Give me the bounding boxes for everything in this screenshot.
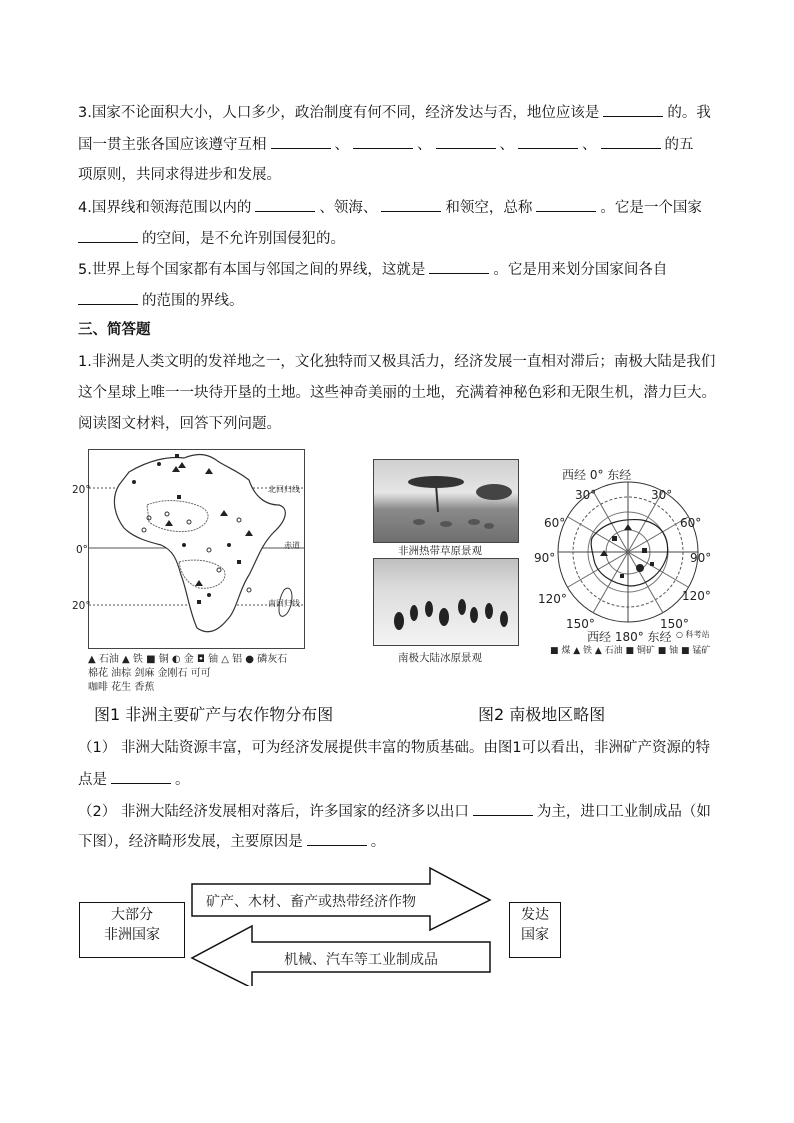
ice-photo: [373, 558, 519, 646]
fig2-top-labels: 西经 0° 东经: [562, 468, 632, 482]
import-label: 机械、汽车等工业制成品: [284, 952, 438, 968]
africa-map: [88, 449, 305, 649]
legend-row: ▲ 石油 ▲ 铁 ■ 铜 ◐ 金 ◘ 铀 △ 铝 ● 磷灰石: [88, 654, 288, 665]
developed-countries-box: [509, 902, 561, 958]
degree-label: 90°: [534, 551, 556, 565]
sub-question-2-line1: （2） 非洲大陆经济发展相对落后，许多国家的经济多以出口 为主，进口工业制成品（如: [78, 801, 711, 822]
fig2-bottom-labels: 西经 180° 东经: [587, 630, 672, 644]
fig1-caption: 图1 非洲主要矿产与农作物分布图: [94, 705, 334, 724]
fig2-caption: 图2 南极地区略图: [478, 705, 606, 724]
q3-line3: 项原则，共同求得进步和发展。: [78, 167, 281, 183]
degree-label: 30°: [575, 488, 597, 502]
degree-label: 90°: [690, 551, 712, 565]
legend-row: 咖啡 花生 香蕉: [88, 682, 155, 693]
lat-label: 20°: [72, 484, 91, 496]
answer-blank[interactable]: [381, 197, 441, 212]
answer-blank[interactable]: [307, 831, 367, 846]
question-text-1: 1.非洲是人类文明的发祥地之一，文化独特而又极具活力，经济发展一直相对滞后；南极大陆是我们: [78, 354, 716, 370]
section-heading: 三、简答题: [78, 322, 151, 338]
question-text-2: 这个星球上唯一一块待开垦的土地。这些神奇美丽的土地，充满着神秘色彩和无限生机，潜力巨大。: [78, 385, 716, 401]
degree-label: 120°: [682, 589, 711, 603]
answer-blank[interactable]: [255, 197, 315, 212]
degree-label: 60°: [544, 516, 566, 530]
tropic-cancer-label: 北回归线: [268, 485, 300, 494]
degree-label: 150°: [660, 617, 689, 631]
q5-line1: 5.世界上每个国家都有本国与邻国之间的界线，这就是 。它是用来划分国家间各自: [78, 259, 667, 280]
lat-label: 20°: [72, 600, 91, 612]
degree-label: 60°: [680, 516, 702, 530]
equator-label: 赤道: [284, 541, 300, 550]
answer-blank[interactable]: [536, 197, 596, 212]
question-text-3: 阅读图文材料，回答下列问题。: [78, 416, 281, 432]
degree-label: 30°: [651, 488, 673, 502]
q3-line2: 国一贯主张各国应该遵守互相 、 、 、 、 的五: [78, 134, 694, 155]
answer-blank[interactable]: [436, 134, 496, 149]
box-line: 大部分: [111, 907, 153, 923]
q4-line1: 4.国界线和领海范围以内的 、领海、 和领空，总称 。它是一个国家: [78, 197, 702, 218]
fig2-legend: ■ 煤 ▲ 铁 ▲ 石油 ■ 铜矿 ■ 铀 ■ 锰矿: [550, 646, 711, 656]
degree-label: 150°: [566, 617, 595, 631]
sub-question-2-line2: 下图），经济畸形发展，主要原因是 。: [78, 831, 385, 852]
answer-blank[interactable]: [473, 801, 533, 816]
box-line: 国家: [521, 927, 549, 943]
q5-line2: 的范围的界线。: [78, 290, 244, 311]
answer-blank[interactable]: [271, 134, 331, 149]
legend-row: 棉花 油棕 剑麻 金刚石 可可: [88, 668, 211, 679]
export-label: 矿产、木材、畜产或热带经济作物: [206, 894, 416, 910]
tropic-capricorn-label: 南回归线: [268, 599, 300, 608]
ice-caption: 南极大陆冰原景观: [398, 652, 482, 664]
answer-blank[interactable]: [518, 134, 578, 149]
box-line: 非洲国家: [104, 927, 160, 943]
answer-blank[interactable]: [603, 102, 663, 117]
lat-label: 0°: [76, 544, 88, 556]
savanna-caption: 非洲热带草原景观: [398, 545, 482, 557]
answer-blank[interactable]: [111, 769, 171, 784]
box-line: 发达: [521, 907, 549, 923]
sub-question-1-line1: （1） 非洲大陆资源丰富，可为经济发展提供丰富的物质基础。由图1可以看出，非洲矿产资源的特: [78, 740, 711, 756]
savanna-photo: [373, 459, 519, 543]
answer-blank[interactable]: [78, 290, 138, 305]
answer-blank[interactable]: [353, 134, 413, 149]
answer-blank[interactable]: [601, 134, 661, 149]
sub-question-1-line2: 点是 。: [78, 769, 190, 790]
degree-label: 120°: [538, 592, 567, 606]
q4-line2: 的空间，是不允许别国侵犯的。: [78, 228, 345, 249]
africa-countries-box: [79, 902, 185, 958]
answer-blank[interactable]: [78, 228, 138, 243]
station-note: ○ 科考站: [676, 630, 710, 639]
answer-blank[interactable]: [429, 259, 489, 274]
q3-line1: 3.国家不论面积大小，人口多少，政治制度有何不同，经济发达与否，地位应该是 的。我: [78, 102, 711, 123]
